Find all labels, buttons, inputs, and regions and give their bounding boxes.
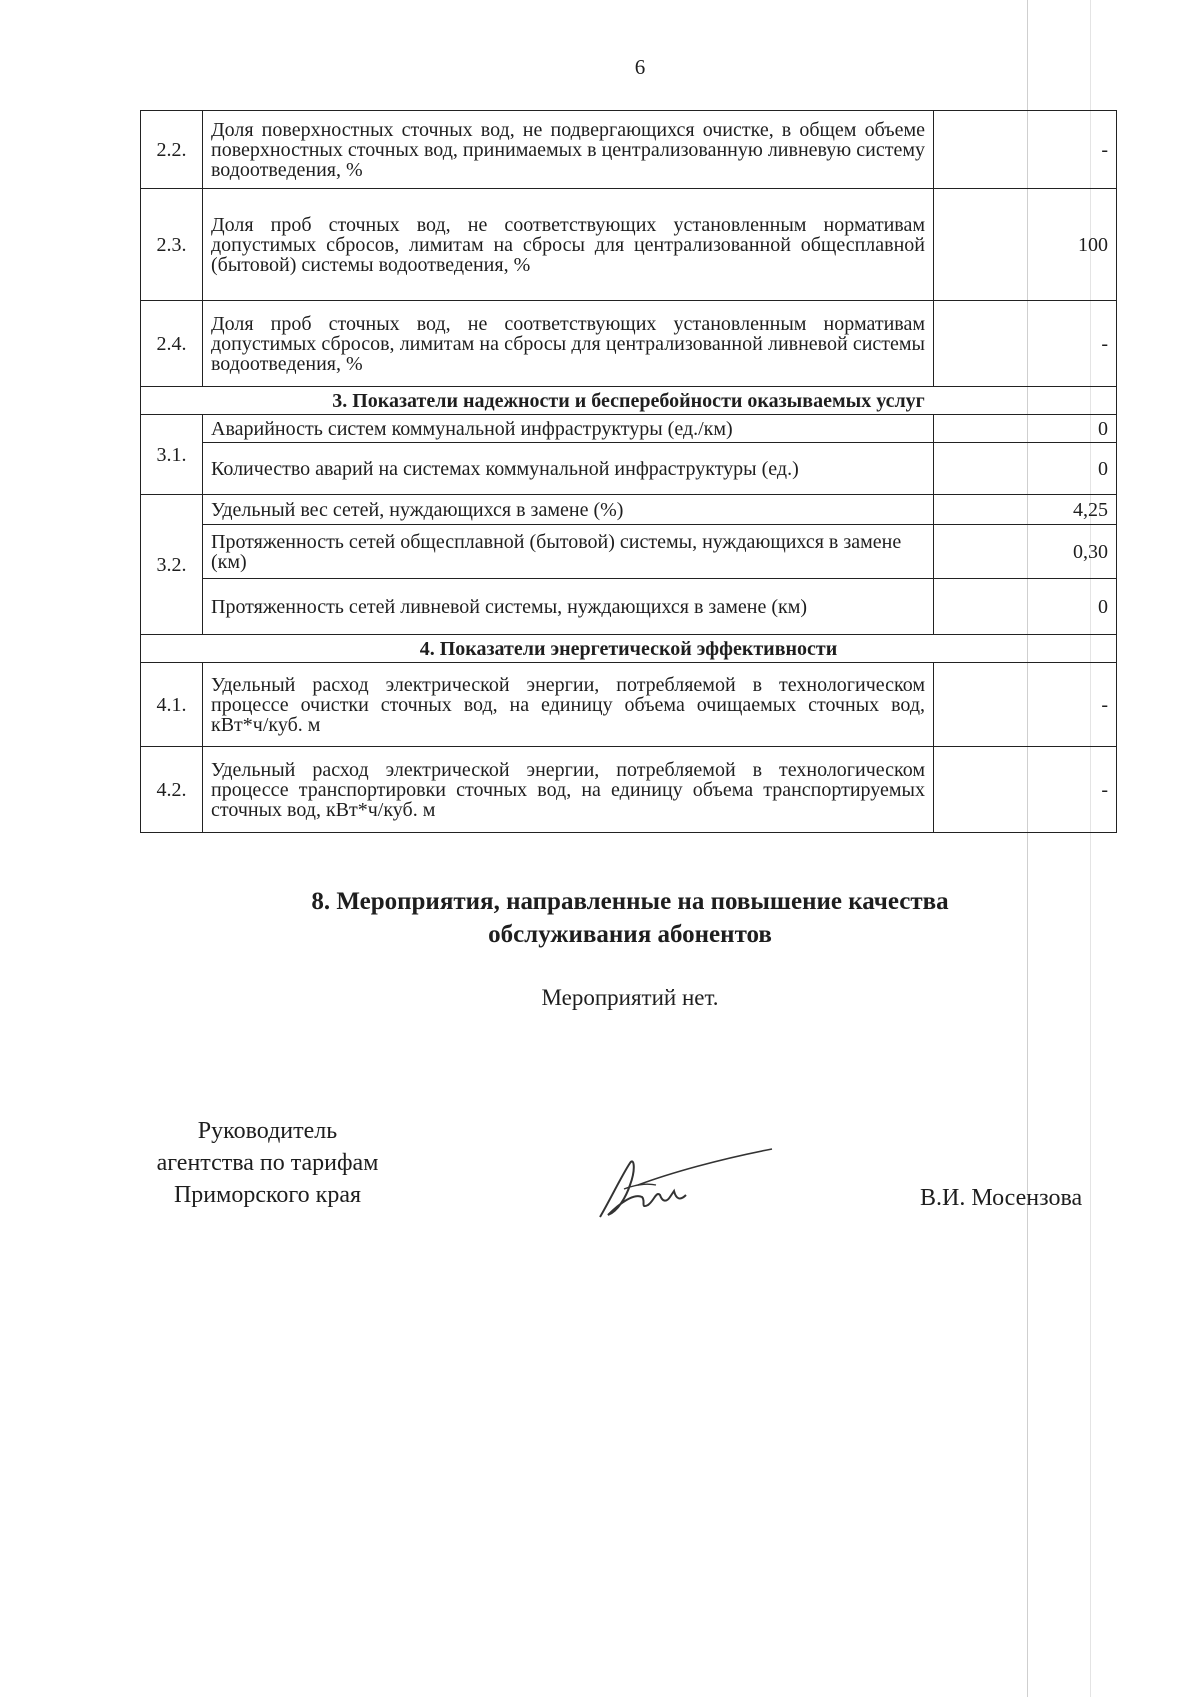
section-3-title: 3. Показатели надежности и бесперебойности оказываемых услуг [141,387,1117,415]
indicator-text: Удельный расход электрической энергии, потребляемой в технологическом процессе очистки сточных вод, на единицу объема очищаемых сточных вод, кВт*ч/куб. м [203,663,934,747]
page-number: 6 [634,55,646,79]
indicator-value: - [934,663,1117,747]
table-row [141,525,1117,579]
indicator-value: - [934,111,1117,189]
table-row [141,111,1117,189]
table-row [141,663,1117,747]
section-header-row [141,387,1117,415]
indicator-value: - [934,747,1117,833]
indicator-value: 0 [934,415,1117,443]
indicator-text: Протяженность сетей общесплавной (бытовой) системы, нуждающихся в замене (км) [203,525,934,579]
indicator-value: 100 [934,189,1117,301]
indicator-value: - [934,301,1117,387]
indicator-text: Удельный расход электрической энергии, потребляемой в технологическом процессе транспортировки сточных вод, на единицу объема транспортируемых сточных вод, кВт*ч/куб. м [203,747,934,833]
indicator-text: Протяженность сетей ливневой системы, нуждающихся в замене (км) [203,579,934,635]
row-number: 2.2. [141,111,203,189]
indicators-table [140,110,1117,833]
indicator-text: Доля проб сточных вод, не соответствующих установленным нормативам допустимых сбросов, лимитам на сбросы для централизованной ливневой системы водоотведения, % [203,301,934,387]
indicator-text: Доля поверхностных сточных вод, не подвергающихся очистке, в общем объеме поверхностных сточных вод, принимаемых в централизованную ливневую систему водоотведения, % [203,111,934,189]
signer-name: В.И. Мосензова [920,1185,1083,1211]
row-number: 4.1. [141,663,203,747]
signer-title-line: агентства по тарифам [156,1150,379,1176]
indicator-value: 4,25 [934,495,1117,525]
indicator-text: Аварийность систем коммунальной инфраструктуры (ед./км) [203,415,934,443]
table-row [141,415,1117,443]
indicator-value: 0 [934,443,1117,495]
row-number: 4.2. [141,747,203,833]
row-number: 2.3. [141,189,203,301]
handwritten-signature [590,1145,780,1225]
table-row [141,301,1117,387]
indicator-value: 0,30 [934,525,1117,579]
signer-title [125,1115,410,1211]
section-8-text: Мероприятий нет. [541,985,719,1010]
row-number: 2.4. [141,301,203,387]
section-4-title: 4. Показатели энергетической эффективности [141,635,1117,663]
row-number: 3.2. [141,495,203,635]
signer-title-line: Руководитель [197,1118,338,1144]
section-header-row [141,635,1117,663]
indicator-text: Количество аварий на системах коммунальной инфраструктуры (ед.) [203,443,934,495]
row-number: 3.1. [141,415,203,495]
indicator-text: Удельный вес сетей, нуждающихся в замене (%) [203,495,934,525]
table-row [141,579,1117,635]
table-row [141,443,1117,495]
table-row [141,189,1117,301]
section-8-heading: 8. Мероприятия, направленные на повышение качества обслуживания абонентов [311,888,949,948]
indicator-value: 0 [934,579,1117,635]
table-row [141,495,1117,525]
signer-title-line: Приморского края [173,1182,362,1208]
table-row [141,747,1117,833]
indicator-text: Доля проб сточных вод, не соответствующих установленным нормативам допустимых сбросов, лимитам на сбросы для централизованной общесплавной (бытовой) системы водоотведения, % [203,189,934,301]
